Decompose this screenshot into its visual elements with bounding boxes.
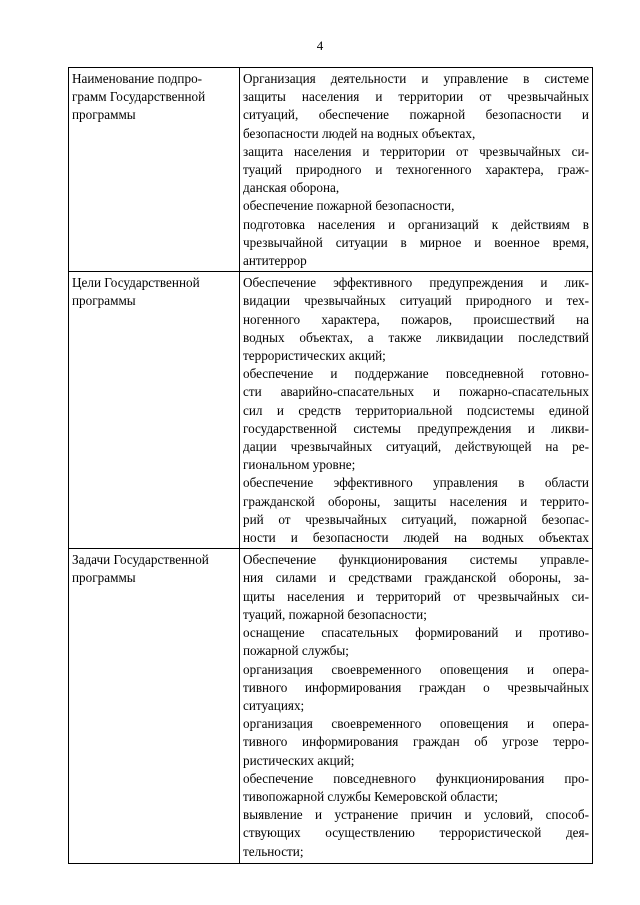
value-line: Организация деятельности и управление в системе [243, 71, 589, 86]
row-goals [69, 272, 593, 549]
value-line: подготовка населения и организаций к действиям в [243, 216, 589, 232]
value-line: ствующих осуществлению террористической дея- [243, 825, 589, 841]
value-line: туаций природного и техногенного характера, граж- [243, 162, 589, 178]
value-line: тельности; [243, 843, 304, 859]
label-line: программы [72, 107, 136, 123]
value-line: Обеспечение эффективного предупреждения и лик- [243, 275, 589, 291]
value-line: дации чрезвычайных ситуаций, действующей на ре- [243, 439, 589, 455]
value-line: государственной системы предупреждения и ликви- [243, 420, 589, 436]
value-line: обеспечение эффективного управления в области [243, 475, 589, 491]
value-line: ситуациях; [243, 697, 305, 713]
page-number: 4 [316, 38, 324, 53]
value-line: обеспечение и поддержание повседневной готовно- [243, 366, 589, 382]
value-line: ристических акций; [243, 752, 355, 768]
value-line: защиты населения и территории от чрезвычайных [243, 89, 589, 105]
value-line: тивопожарной службы Кемеровской области; [243, 788, 499, 804]
value-cell [240, 68, 593, 272]
value-line: Обеспечение функционирования системы управле- [243, 552, 589, 568]
value-line: данская оборона, [243, 180, 340, 196]
value-line: ситуаций, обеспечение пожарной безопасности и [243, 107, 589, 123]
row-tasks [69, 549, 593, 864]
value-line: ния силами и средствами гражданской обороны, за- [243, 570, 589, 586]
row-subprograms [69, 68, 593, 272]
value-line: оснащение спасательных формирований и противо- [243, 625, 589, 641]
label-cell [69, 68, 240, 272]
value-cell [240, 272, 593, 549]
label-line: программы [72, 293, 136, 309]
value-line: видации чрезвычайных ситуаций природного и тех- [243, 293, 589, 309]
value-line: щиты населения и территорий от чрезвычайных си- [243, 588, 589, 604]
value-line: обеспечение пожарной безопасности, [243, 198, 455, 214]
value-line: тивного информирования граждан об угрозе терро- [243, 734, 589, 750]
value-line: выявление и устранение причин и условий, способ- [243, 807, 589, 823]
value-line: тивного информирования граждан о чрезвычайных [243, 679, 589, 695]
value-line: организация своевременного оповещения и опера- [243, 661, 589, 677]
value-line: террористических акций; [243, 348, 386, 364]
label-cell [69, 549, 240, 864]
label-line: программы [72, 570, 136, 586]
value-line: сти аварийно-спасательных и пожарно-спасательных [243, 384, 589, 400]
value-line: ногенного характера, пожаров, происшествий на [243, 311, 589, 327]
value-line: антитеррор [243, 253, 307, 269]
value-line: сил и средств территориальной подсистемы единой [243, 402, 589, 418]
value-line: организация своевременного оповещения и опера- [243, 716, 589, 732]
label-line: Цели Государственной [72, 275, 200, 291]
value-line: водных объектах, а также ликвидации последствий [243, 329, 589, 345]
value-line: чрезвычайной ситуации в мирное и военное время, [243, 234, 589, 250]
program-passport-table [68, 67, 593, 864]
value-line: безопасности людей на водных объектах, [243, 125, 476, 141]
label-line: Наименование подпро- [72, 71, 203, 86]
label-line: грамм Государственной [72, 89, 206, 105]
label-line: Задачи Государственной [72, 552, 209, 568]
label-cell [69, 272, 240, 549]
value-cell [240, 549, 593, 864]
value-line: гиональном уровне; [243, 457, 356, 473]
value-line: туаций, пожарной безопасности; [243, 606, 427, 622]
value-line: ности и безопасности людей на водных объектах [243, 530, 589, 546]
value-line: рий от чрезвычайных ситуаций, пожарной безопас- [243, 511, 589, 527]
value-line: обеспечение повседневного функционирования про- [243, 770, 589, 786]
value-line: защита населения и территории от чрезвычайных си- [243, 143, 589, 159]
value-line: пожарной службы; [243, 643, 349, 659]
value-line: гражданской обороны, защиты населения и террито- [243, 493, 589, 509]
